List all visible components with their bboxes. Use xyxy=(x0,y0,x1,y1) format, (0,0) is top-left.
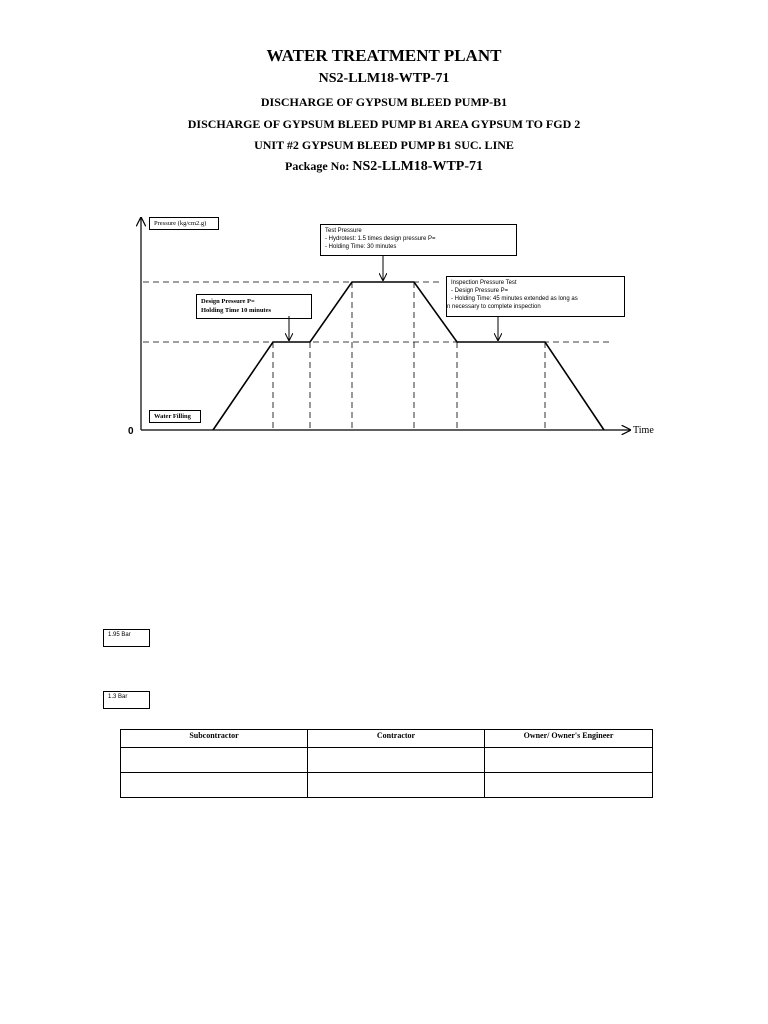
package-value: NS2-LLM18-WTP-71 xyxy=(352,159,483,174)
origin-label: 0 xyxy=(128,426,134,437)
column-contractor: Contractor xyxy=(308,730,485,748)
description-line-1: DISCHARGE OF GYPSUM BLEED PUMP-B1 xyxy=(260,95,508,109)
document-code: NS2-LLM18-WTP-71 xyxy=(318,71,450,86)
test-box-line-1: Test Pressure xyxy=(325,228,362,234)
column-owner-engineer: Owner/ Owner's Engineer xyxy=(485,730,653,748)
inspection-pressure-box xyxy=(446,276,625,317)
signature-cell xyxy=(121,773,308,798)
test-pressure-value: 1.95 Bar xyxy=(103,629,150,647)
table-row xyxy=(121,773,653,798)
document-title: WATER TREATMENT PLANT xyxy=(266,46,502,65)
test-box-line-2: - Hydrotest: 1.5 times design pressure P= xyxy=(325,236,436,242)
design-box-line-2: Holding Time 10 minutes xyxy=(201,307,272,314)
y-axis-label: Pressure (kg/cm2.g) xyxy=(149,217,219,230)
signature-cell xyxy=(485,748,653,773)
design-pressure-box xyxy=(196,294,312,319)
design-box-line-1: Design Pressure P= xyxy=(201,298,255,305)
signature-cell xyxy=(121,748,308,773)
table-row xyxy=(121,748,653,773)
inspection-box-line-3: - Holding Time: 45 minutes extended as long as xyxy=(451,296,578,302)
inspection-box-line-2: - Design Pressure P= xyxy=(451,288,509,294)
description-line-2: DISCHARGE OF GYPSUM BLEED PUMP B1 AREA GYPSUM TO FGD 2 xyxy=(187,117,581,131)
x-axis-label: Time xyxy=(633,425,654,436)
test-box-line-3: - Holding Time: 30 minutes xyxy=(325,244,397,250)
signature-cell xyxy=(485,773,653,798)
description-line-3: UNIT #2 GYPSUM BLEED PUMP B1 SUC. LINE xyxy=(254,138,514,152)
package-label: Package No: xyxy=(285,159,353,173)
inspection-box-line-1: Inspection Pressure Test xyxy=(451,280,517,286)
design-pressure-value: 1.3 Bar xyxy=(103,691,150,709)
column-subcontractor: Subcontractor xyxy=(121,730,308,748)
signature-cell xyxy=(308,748,485,773)
test-pressure-box xyxy=(320,224,517,256)
inspection-box-line-4: n necessary to complete inspection xyxy=(447,304,541,310)
signature-cell xyxy=(308,773,485,798)
water-filling-label: Water Filling xyxy=(149,410,201,423)
signature-table xyxy=(120,729,653,798)
